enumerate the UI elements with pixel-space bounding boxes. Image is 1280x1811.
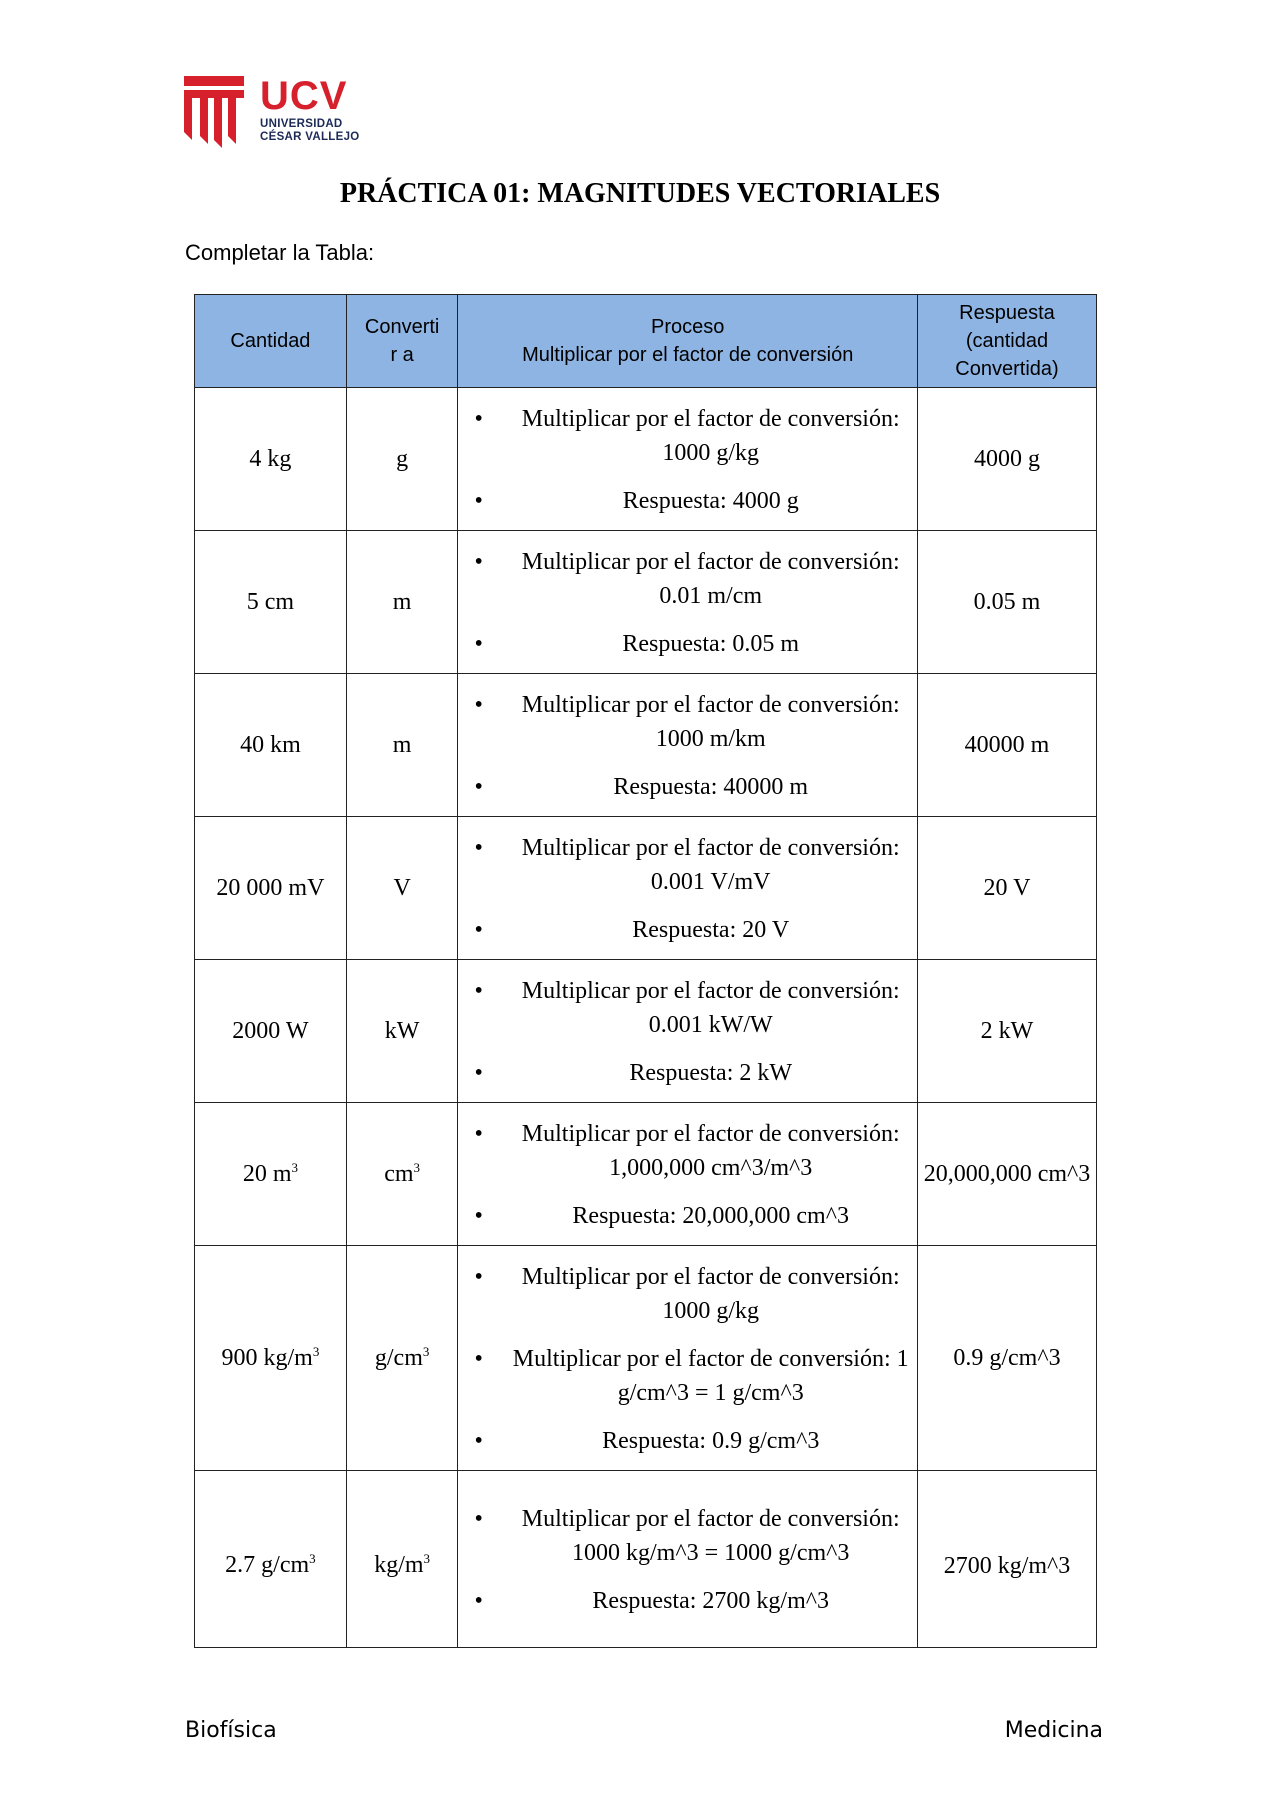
footer-course: Biofísica [185,1718,277,1743]
cell-convertir: m [346,531,458,674]
cell-cantidad: 4 kg [195,388,347,531]
table-row [195,1246,1097,1471]
list-item: • Multiplicar por el factor de conversión: 0.01 m/cm [458,545,911,613]
cell-proceso [458,388,918,531]
cell-convertir: kW [346,960,458,1103]
proceso-list [458,1502,911,1618]
list-item: • Respuesta: 20 V [458,913,911,947]
cell-respuesta: 2 kW [917,960,1096,1103]
proceso-list [458,1260,911,1458]
table-row [195,388,1097,531]
cell-proceso [458,960,918,1103]
list-item: • Respuesta: 0.9 g/cm^3 [458,1424,911,1458]
cell-convertir: g [346,388,458,531]
cell-cantidad: 5 cm [195,531,347,674]
page-title: PRÁCTICA 01: MAGNITUDES VECTORIALES [339,178,941,209]
cell-convertir: V [346,817,458,960]
cell-respuesta: 20,000,000 cm^3 [917,1103,1096,1246]
cell-cantidad: 2000 W [195,960,347,1103]
table-row [195,1103,1097,1246]
cell-cantidad: 900 $kg/m^3$ [195,1246,347,1471]
list-item: • Respuesta: 4000 g [458,484,911,518]
proceso-list [458,688,911,804]
cell-respuesta: 40000 m [917,674,1096,817]
logo-line-1: UNIVERSIDAD [260,118,343,130]
cell-respuesta: 0.9 g/cm^3 [917,1246,1096,1471]
list-item: • Multiplicar por el factor de conversión: 0.001 kW/W [458,974,911,1042]
cell-proceso [458,1103,918,1246]
cell-proceso [458,1246,918,1471]
header-cantidad: Cantidad [195,295,347,388]
list-item: • Respuesta: 2 kW [458,1056,911,1090]
cell-cantidad: 2.7 $g/cm^3$ [195,1471,347,1648]
list-item: • Respuesta: 40000 m [458,770,911,804]
cell-respuesta: 0.05 m [917,531,1096,674]
table-header-row [195,295,1097,388]
logo-line-2: CÉSAR VALLEJO [260,131,360,143]
cell-proceso [458,817,918,960]
cell-cantidad: 20 $m^3$ [195,1103,347,1246]
list-item: • Multiplicar por el factor de conversión: 1000 g/kg [458,402,911,470]
proceso-list [458,974,911,1090]
cell-respuesta: 2700 kg/m^3 [917,1471,1096,1648]
conversion-table [194,294,1097,1648]
cell-cantidad: 20 000 mV [195,817,347,960]
cell-convertir: m [346,674,458,817]
ucv-shield-icon [182,74,246,150]
proceso-list [458,831,911,947]
cell-proceso [458,531,918,674]
table-body [195,388,1097,1648]
list-item: • Multiplicar por el factor de conversión: 1 g/cm^3 = 1 g/cm^3 [458,1342,911,1410]
header-respuesta: Respuesta (cantidad Convertida) [917,295,1096,388]
list-item: • Multiplicar por el factor de conversión: 0.001 V/mV [458,831,911,899]
cell-convertir: $cm^3$ [346,1103,458,1246]
list-item: • Respuesta: 2700 kg/m^3 [458,1584,911,1618]
cell-convertir: $g/cm^3$ [346,1246,458,1471]
list-item: • Multiplicar por el factor de conversión: 1000 m/km [458,688,911,756]
footer-faculty: Medicina [1004,1718,1103,1743]
cell-proceso [458,1471,918,1648]
table-row [195,960,1097,1103]
cell-convertir: $kg/m^3$ [346,1471,458,1648]
list-item: • Multiplicar por el factor de conversión: 1000 g/kg [458,1260,911,1328]
ucv-logo [182,74,362,154]
proceso-list [458,402,911,518]
intro-text: Completar la Tabla: [185,240,375,265]
list-item: • Respuesta: 20,000,000 cm^3 [458,1199,911,1233]
table-row [195,817,1097,960]
cell-cantidad: 40 km [195,674,347,817]
header-proceso: Proceso Multiplicar por el factor de conversión [458,295,918,388]
table-row [195,674,1097,817]
cell-proceso [458,674,918,817]
table-row [195,531,1097,674]
list-item: • Multiplicar por el factor de conversión: 1000 kg/m^3 = 1000 g/cm^3 [458,1502,911,1570]
proceso-list [458,1117,911,1233]
logo-wordmark: UCV [260,74,348,118]
proceso-list [458,545,911,661]
cell-respuesta: 20 V [917,817,1096,960]
list-item: • Multiplicar por el factor de conversión: 1,000,000 cm^3/m^3 [458,1117,911,1185]
header-convertir: Converti r a [346,295,458,388]
cell-respuesta: 4000 g [917,388,1096,531]
list-item: • Respuesta: 0.05 m [458,627,911,661]
table-row [195,1471,1097,1648]
